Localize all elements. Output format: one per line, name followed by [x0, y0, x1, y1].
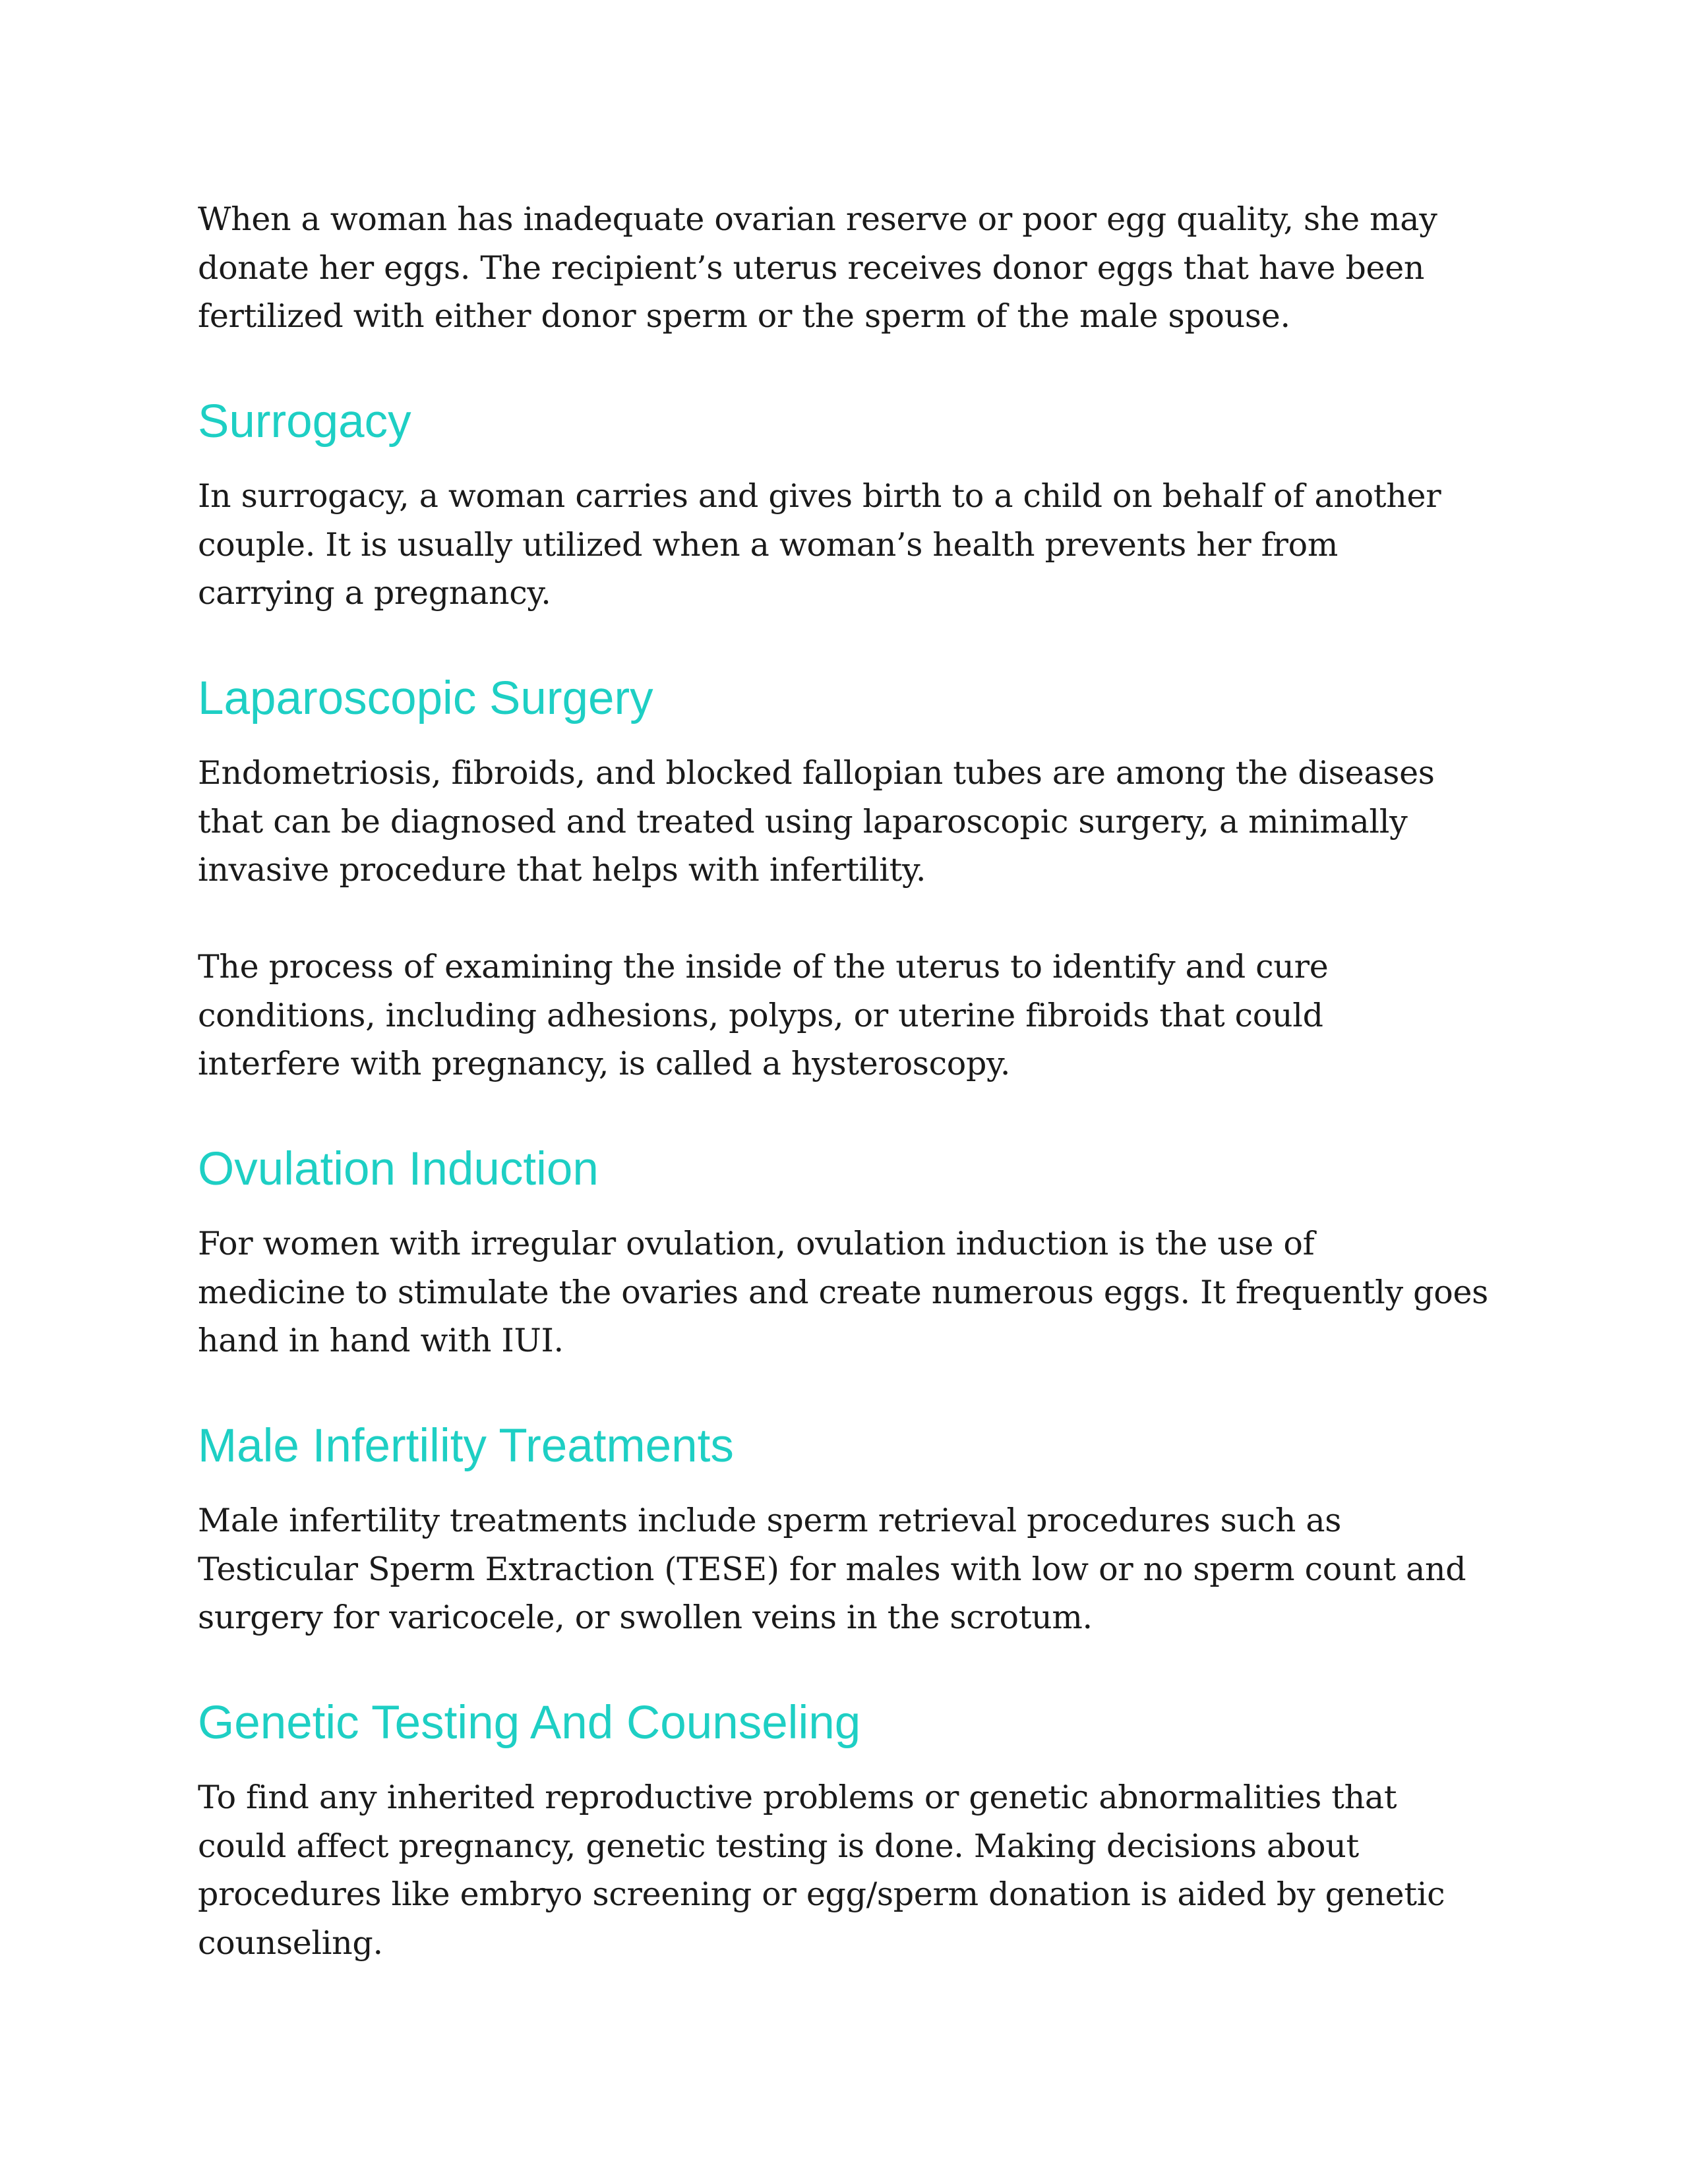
section-heading-genetic-testing [198, 1696, 1503, 1751]
section-paragraph: In surrogacy, a woman carries and gives birth to a child on behalf of another couple. It is usually utilized when a woman’s health prevents her from carrying a pregnancy. [198, 477, 1441, 612]
section-heading-male-infertility [198, 1419, 1503, 1474]
section-paragraph: The process of examining the inside of the uterus to identify and cure conditions, including adhesions, polyps, or uterine fibroids that could interfere with pregnancy, is called a hysteroscopy. [198, 948, 1329, 1082]
section-heading: Genetic Testing And Counseling [198, 1697, 861, 1749]
intro-paragraph-block [198, 195, 1503, 341]
section-heading: Male Infertility Treatments [198, 1420, 734, 1472]
section-heading-ovulation-induction [198, 1142, 1503, 1197]
intro-paragraph: When a woman has inadequate ovarian reserve or poor egg quality, she may donate her eggs. The recipient’s uterus receives donor eggs that have been fertilized with either donor sperm or the sperm of the male spouse. [198, 200, 1437, 335]
section-heading: Ovulation Induction [198, 1143, 599, 1195]
section-heading-surrogacy [198, 394, 1503, 450]
section-heading-laparoscopic-surgery [198, 671, 1503, 726]
section-paragraph-ovulation-induction [198, 1220, 1503, 1365]
section-paragraph-surrogacy [198, 472, 1503, 618]
section-heading: Surrogacy [198, 396, 411, 448]
section-paragraph-laparoscopic-surgery-1 [198, 749, 1503, 895]
section-paragraph-genetic-testing [198, 1773, 1503, 1967]
section-paragraph: To find any inherited reproductive problems or genetic abnormalities that could affect pregnancy, genetic testing is done. Making decisions about procedures like embryo screening or egg/sperm donation is aided by genetic counseling. [198, 1779, 1445, 1962]
section-paragraph: Endometriosis, fibroids, and blocked fallopian tubes are among the diseases that can be diagnosed and treated using laparoscopic surgery, a minimally invasive procedure that helps with infertility. [198, 754, 1435, 889]
section-paragraph-male-infertility [198, 1496, 1503, 1642]
section-paragraph: Male infertility treatments include sperm retrieval procedures such as Testicular Sperm Extraction (TESE) for males with low or no sperm count and surgery for varicocele, or swollen veins in the scrotum. [198, 1502, 1466, 1636]
section-paragraph: For women with irregular ovulation, ovulation induction is the use of medicine to stimulate the ovaries and create numerous eggs. It frequently goes hand in hand with IUI. [198, 1225, 1488, 1359]
section-heading: Laparoscopic Surgery [198, 672, 653, 724]
section-paragraph-laparoscopic-surgery-2 [198, 943, 1503, 1088]
